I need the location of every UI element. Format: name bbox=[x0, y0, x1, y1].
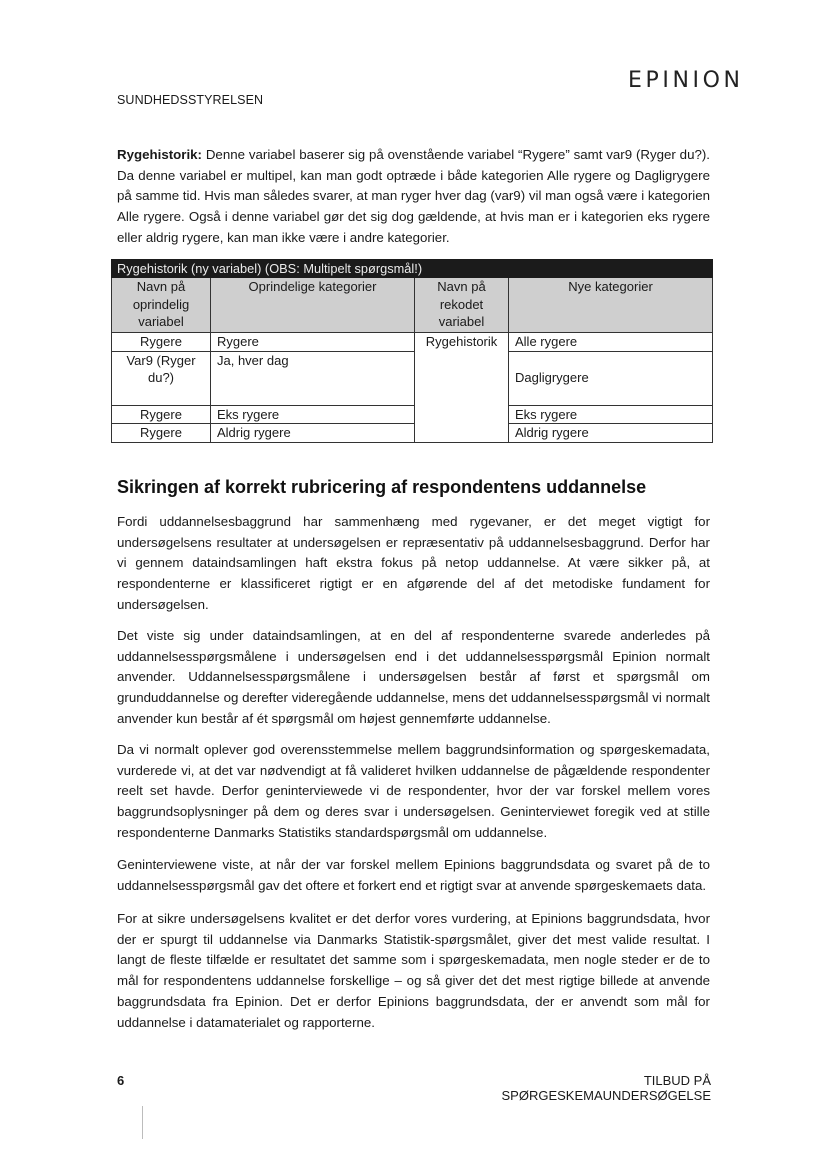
col-header-orig-var: Navn på oprindelig variabel bbox=[112, 278, 211, 333]
intro-label: Rygehistorik: bbox=[117, 147, 202, 162]
body-paragraph-5: For at sikre undersøgelsens kvalitet er det derfor vores vurdering, at Epinions baggrundsdata, hvor der er spurgt til uddannelse via Danmarks Statistik-spørgsmålet, giver det mest valide resultat. I langt de fleste tilfælde er resultatet det samme som i spørgeskemadata, men nogle steder er de to mål for respondentens uddannelse forskellige – og så giver det det mest rigtige billede at anvende baggrundsdata fra Epinion. Det er derfor Epinions baggrundsdata, der er anvendt som mål for uddannelse i datamaterialet og rapporterne. bbox=[117, 911, 710, 1030]
cell-orig-cat: Eks rygere bbox=[211, 405, 415, 424]
table-header-row bbox=[112, 278, 713, 333]
cell-new-cat: Aldrig rygere bbox=[509, 424, 713, 443]
cell-orig-cat: Rygere bbox=[211, 333, 415, 352]
table-row bbox=[112, 351, 713, 405]
body-paragraph-1: Fordi uddannelsesbaggrund har sammenhæng med rygevaner, er det meget vigtigt for undersøgelsens resultater at undersøgelsen er repræsentativ på uddannelsesbaggrund. Derfor har vi gennem dataindsamlingen haft ekstra fokus på netop uddannelse. At være sikker på, at respondenterne er klassificeret rigtigt er en afgørende del af det metodiske fundament for undersøgelsen. bbox=[117, 514, 710, 612]
section-heading: Sikringen af korrekt rubricering af respondentens uddannelse bbox=[117, 477, 647, 497]
cell-orig-var: Rygere bbox=[112, 405, 211, 424]
cell-orig-cat: Aldrig rygere bbox=[211, 424, 415, 443]
cell-orig-var: Var9 (Ryger du?) bbox=[112, 351, 211, 405]
table-row bbox=[112, 405, 713, 424]
cell-orig-var: Rygere bbox=[112, 424, 211, 443]
table-row bbox=[112, 424, 713, 443]
cell-orig-cat: Ja, hver dag bbox=[211, 351, 415, 405]
recoding-table bbox=[111, 259, 713, 443]
body-paragraph-2: Det viste sig under dataindsamlingen, at en del af respondenterne svarede anderledes på uddannelsesspørgsmålene i undersøgelsen end i det uddannelsesspørgsmål Epinion normalt anvender. Uddannelsesspørgsmålene i undersøgelsen består af først et spørgsmål om grunduddannelse og derefter videregående uddannelse, mens det uddannelsesspørgsmål vi normalt anvender kun består af ét spørgsmål om højest gennemførte uddannelse. bbox=[117, 628, 710, 726]
col-header-orig-cat: Oprindelige kategorier bbox=[211, 278, 415, 333]
cell-orig-var: Rygere bbox=[112, 333, 211, 352]
intro-paragraph bbox=[117, 145, 710, 249]
table-row bbox=[112, 333, 713, 352]
cell-new-cat: Eks rygere bbox=[509, 405, 713, 424]
col-header-new-cat: Nye kategorier bbox=[509, 278, 713, 333]
document-title: TILBUD PÅ SPØRGESKEMAUNDERSØGELSE bbox=[501, 1073, 711, 1103]
body-paragraph-4: Geninterviewene viste, at når der var forskel mellem Epinions baggrundsdata og svaret på de to uddannelsesspørgsmål gav det oftere et forkert end et rigtigt svar at anvende spørgeskemaets data. bbox=[117, 857, 710, 893]
client-name: SUNDHEDSSTYRELSEN bbox=[117, 93, 264, 107]
body-paragraph-3: Da vi normalt oplever god overensstemmelse mellem baggrundsinformation og spørgeskemadata, vurderede vi, at det var nødvendigt at få valideret hvilken uddannelse de pågældende respondenter reelt set havde. Derfor geninterviewede vi de respondenter, hvor der var forskel mellem vores baggrundsoplysninger på dem og deres svar i undersøgelsen. Geninterviewet foregik ved at stille respondenterne Danmarks Statistiks standardspørgsmål om uddannelse. bbox=[117, 742, 710, 840]
table-title: Rygehistorik (ny variabel) (OBS: Multipelt spørgsmål!) bbox=[112, 260, 713, 278]
page-number: 6 bbox=[117, 1073, 125, 1088]
col-header-recoded-var: Navn på rekodet variabel bbox=[415, 278, 509, 333]
intro-text: Denne variabel baserer sig på ovenstående variabel “Rygere” samt var9 (Ryger du?). Da denne variabel er multipel, kan man godt optræde i både kategorien Alle rygere og Dagligrygere på samme tid. Hvis man således svarer, at man ryger hver dag (var9) vil man også være i kategorien Alle rygere. Også i denne variabel gør det sig dog gældende, at hvis man er i kategorien eks rygere eller aldrig rygere, kan man ikke være i andre kategorier. bbox=[117, 147, 710, 245]
margin-divider bbox=[142, 1106, 143, 1139]
table-title-row bbox=[112, 260, 713, 278]
cell-new-cat: Dagligrygere bbox=[509, 351, 713, 405]
epinion-logo: EPINION bbox=[628, 68, 744, 93]
cell-new-cat: Alle rygere bbox=[509, 333, 713, 352]
cell-recoded-var: Rygehistorik bbox=[415, 333, 509, 443]
